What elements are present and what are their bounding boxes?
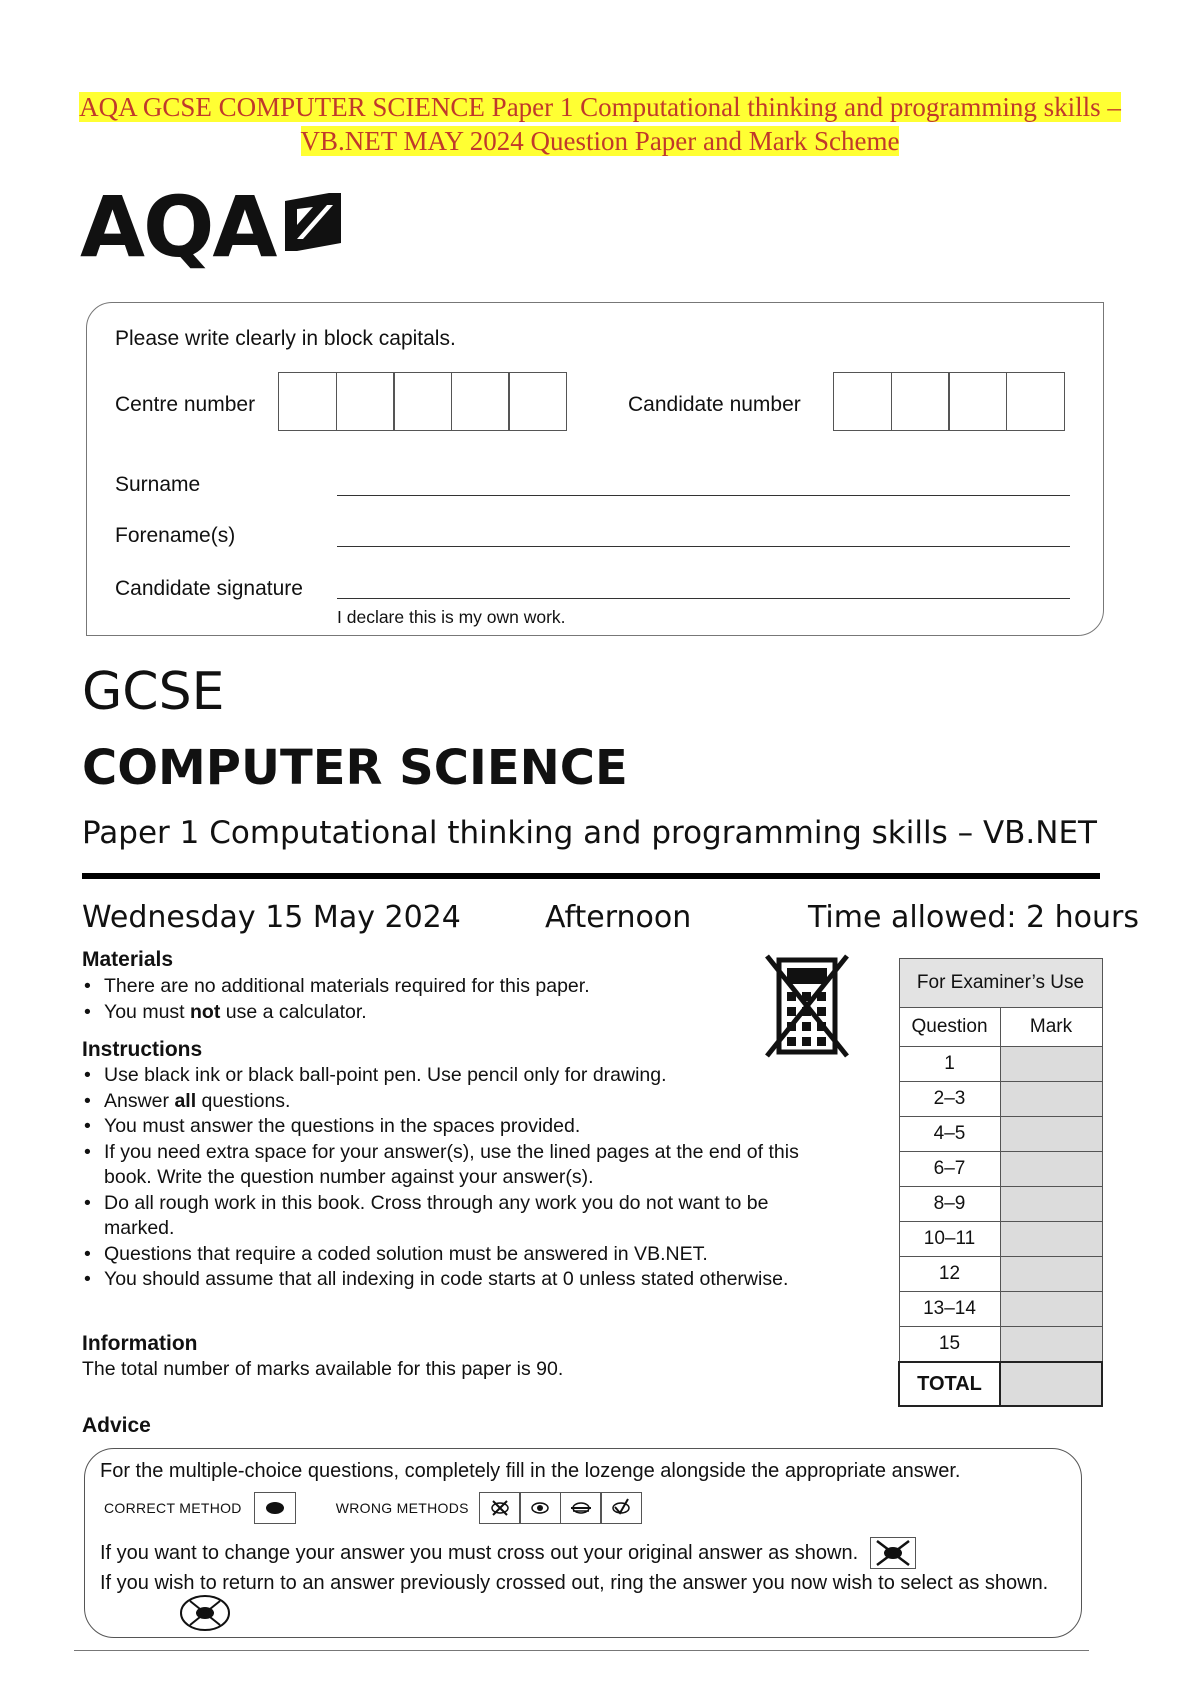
table-row: 12	[899, 1257, 1102, 1292]
candidate-digit-box[interactable]	[833, 372, 892, 431]
banner-line-1: AQA GCSE COMPUTER SCIENCE Paper 1 Computational thinking and programming skills –	[79, 92, 1121, 122]
title-divider	[82, 873, 1100, 879]
mark-cell	[1000, 1117, 1102, 1152]
wrong-lozenge-line-icon	[560, 1492, 602, 1524]
instructions-list	[82, 1063, 884, 1293]
instruction-item: • If you need extra space for your answer(s), use the lined pages at the end of this book. Write the question number against your answer(s).	[104, 1140, 804, 1191]
table-row: 6–7	[899, 1152, 1102, 1187]
lozenge-methods	[104, 1492, 642, 1524]
crossed-out-lozenge-icon	[870, 1537, 916, 1569]
table-row: 10–11	[899, 1222, 1102, 1257]
subject-title: COMPUTER SCIENCE	[82, 740, 628, 796]
surname-line[interactable]	[337, 495, 1070, 496]
correct-lozenge-icon	[254, 1492, 296, 1524]
candidate-digit-box[interactable]	[948, 372, 1007, 431]
exam-session: Afternoon	[545, 900, 692, 935]
correct-method-label: CORRECT METHOD	[104, 1500, 242, 1516]
wrong-methods-label: WRONG METHODS	[335, 1500, 469, 1516]
mark-cell	[1000, 1292, 1102, 1327]
banner-line-2: VB.NET MAY 2024 Question Paper and Mark Scheme	[300, 126, 900, 156]
footer-rule	[74, 1650, 1089, 1651]
table-row: 2–3	[899, 1082, 1102, 1117]
aqa-logo-text: AQA	[80, 178, 276, 276]
advice-heading: Advice	[82, 1414, 151, 1437]
materials-item: • You must not use a calculator.	[104, 1000, 764, 1026]
declaration-text: I declare this is my own work.	[337, 607, 566, 627]
candidate-digit-box[interactable]	[891, 372, 950, 431]
wrong-lozenge-cross-icon	[479, 1492, 521, 1524]
mark-cell	[1000, 1152, 1102, 1187]
total-mark-cell	[1000, 1362, 1102, 1406]
no-calculator-icon	[765, 952, 849, 1060]
mark-cell	[1000, 1222, 1102, 1257]
table-row: 13–14	[899, 1292, 1102, 1327]
wrong-lozenge-tick-icon	[600, 1492, 642, 1524]
block-capitals-instruction: Please write clearly in block capitals.	[115, 327, 456, 350]
table-row: 15	[899, 1327, 1102, 1363]
advice-line-2: If you want to change your answer you must cross out your original answer as shown.	[100, 1541, 859, 1564]
total-label: TOTAL	[899, 1362, 1000, 1406]
table-row: 8–9	[899, 1187, 1102, 1222]
wrong-lozenge-dot-icon	[519, 1492, 561, 1524]
instruction-item: • Answer all questions.	[104, 1089, 884, 1115]
table-row: 4–5	[899, 1117, 1102, 1152]
examiners-use-table	[898, 958, 1103, 1407]
centre-digit-box[interactable]	[451, 372, 510, 431]
information-text: The total number of marks available for this paper is 90.	[82, 1358, 564, 1380]
mark-cell	[1000, 1257, 1102, 1292]
ringed-lozenge-icon	[178, 1593, 232, 1633]
aqa-logo-mark-icon	[283, 191, 343, 253]
advice-line-3: If you wish to return to an answer previously crossed out, ring the answer you now wish to select as shown.	[100, 1572, 1049, 1594]
advice-line-1: For the multiple-choice questions, completely fill in the lozenge alongside the appropriate answer.	[100, 1460, 961, 1482]
mark-cell	[1000, 1047, 1102, 1082]
instruction-item: • Questions that require a coded solution must be answered in VB.NET.	[104, 1242, 884, 1268]
time-allowed: Time allowed: 2 hours	[808, 900, 1140, 935]
question-column-header: Question	[899, 1008, 1000, 1047]
table-row: 1	[899, 1047, 1102, 1082]
candidate-number-boxes[interactable]	[833, 372, 1063, 431]
advice-line-2-row	[100, 1537, 916, 1569]
instruction-item: • Do all rough work in this book. Cross through any work you do not want to be marked.	[104, 1191, 784, 1242]
instruction-item: • Use black ink or black ball-point pen. Use pencil only for drawing.	[104, 1063, 884, 1089]
forename-line[interactable]	[337, 546, 1070, 547]
centre-digit-box[interactable]	[278, 372, 337, 431]
instruction-item: • You should assume that all indexing in code starts at 0 unless stated otherwise.	[104, 1267, 884, 1293]
aqa-logo	[80, 178, 343, 276]
qualification-level: GCSE	[82, 662, 225, 722]
instructions-heading: Instructions	[82, 1038, 203, 1061]
information-heading: Information	[82, 1332, 198, 1355]
materials-item: • There are no additional materials required for this paper.	[104, 974, 764, 1000]
centre-digit-box[interactable]	[508, 372, 567, 431]
total-row	[899, 1362, 1102, 1406]
materials-list	[82, 974, 764, 1025]
forename-label: Forename(s)	[115, 524, 236, 547]
centre-number-boxes[interactable]	[278, 372, 566, 431]
candidate-number-label: Candidate number	[628, 393, 801, 416]
mark-cell	[1000, 1327, 1102, 1363]
instruction-item: • You must answer the questions in the spaces provided.	[104, 1114, 884, 1140]
surname-label: Surname	[115, 473, 201, 496]
centre-digit-box[interactable]	[393, 372, 452, 431]
exam-date: Wednesday 15 May 2024	[82, 900, 461, 935]
signature-label: Candidate signature	[115, 577, 303, 600]
document-banner	[60, 90, 1140, 158]
centre-number-label: Centre number	[115, 393, 256, 416]
mark-cell	[1000, 1187, 1102, 1222]
candidate-digit-box[interactable]	[1006, 372, 1065, 431]
examiners-use-title: For Examiner’s Use	[899, 959, 1102, 1008]
materials-heading: Materials	[82, 948, 174, 971]
centre-digit-box[interactable]	[336, 372, 395, 431]
paper-title: Paper 1 Computational thinking and programming skills – VB.NET	[82, 815, 1097, 851]
mark-cell	[1000, 1082, 1102, 1117]
signature-line[interactable]	[337, 598, 1070, 599]
mark-column-header: Mark	[1000, 1008, 1102, 1047]
wrong-lozenges	[479, 1492, 643, 1524]
